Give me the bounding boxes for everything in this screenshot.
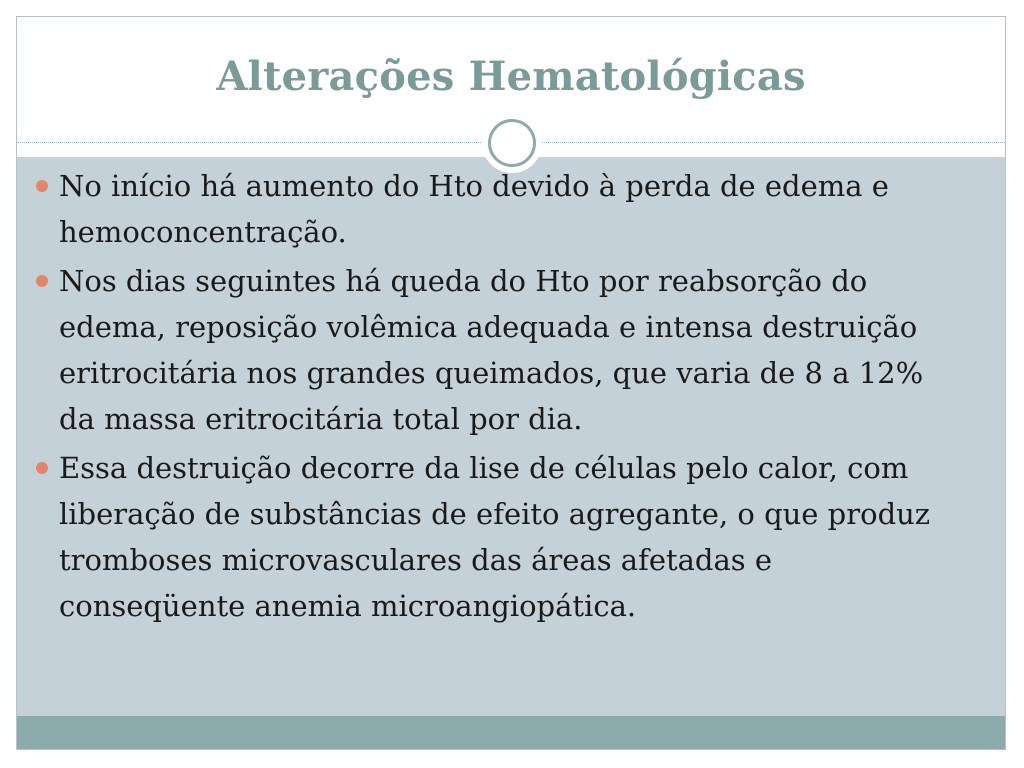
bullet-text: Nos dias seguintes há queda do Hto por reabsorção do edema, reposição volêmica adequada e intensa destruição eritrocitária nos grandes queimados, que varia de 8 a 12% da massa eritrocitária total por dia. (59, 264, 924, 436)
bullet-item (36, 445, 956, 629)
bullet-list (36, 163, 956, 632)
bullet-dot-icon (36, 180, 48, 192)
bullet-text: Essa destruição decorre da lise de células pelo calor, com liberação de substâncias de efeito agregante, o que produz tromboses microvasculares das áreas afetadas e conseqüente anemia microangiopática. (59, 451, 931, 623)
slide-title: Alterações Hematológicas (216, 53, 806, 100)
bottom-band (17, 716, 1005, 750)
bullet-dot-icon (36, 275, 48, 287)
bullet-item (36, 163, 956, 255)
bullet-dot-icon (36, 462, 48, 474)
bullet-text: No início há aumento do Hto devido à perda de edema e hemoconcentração. (59, 169, 889, 249)
ornament-ring (488, 119, 536, 167)
bullet-item (36, 258, 956, 442)
